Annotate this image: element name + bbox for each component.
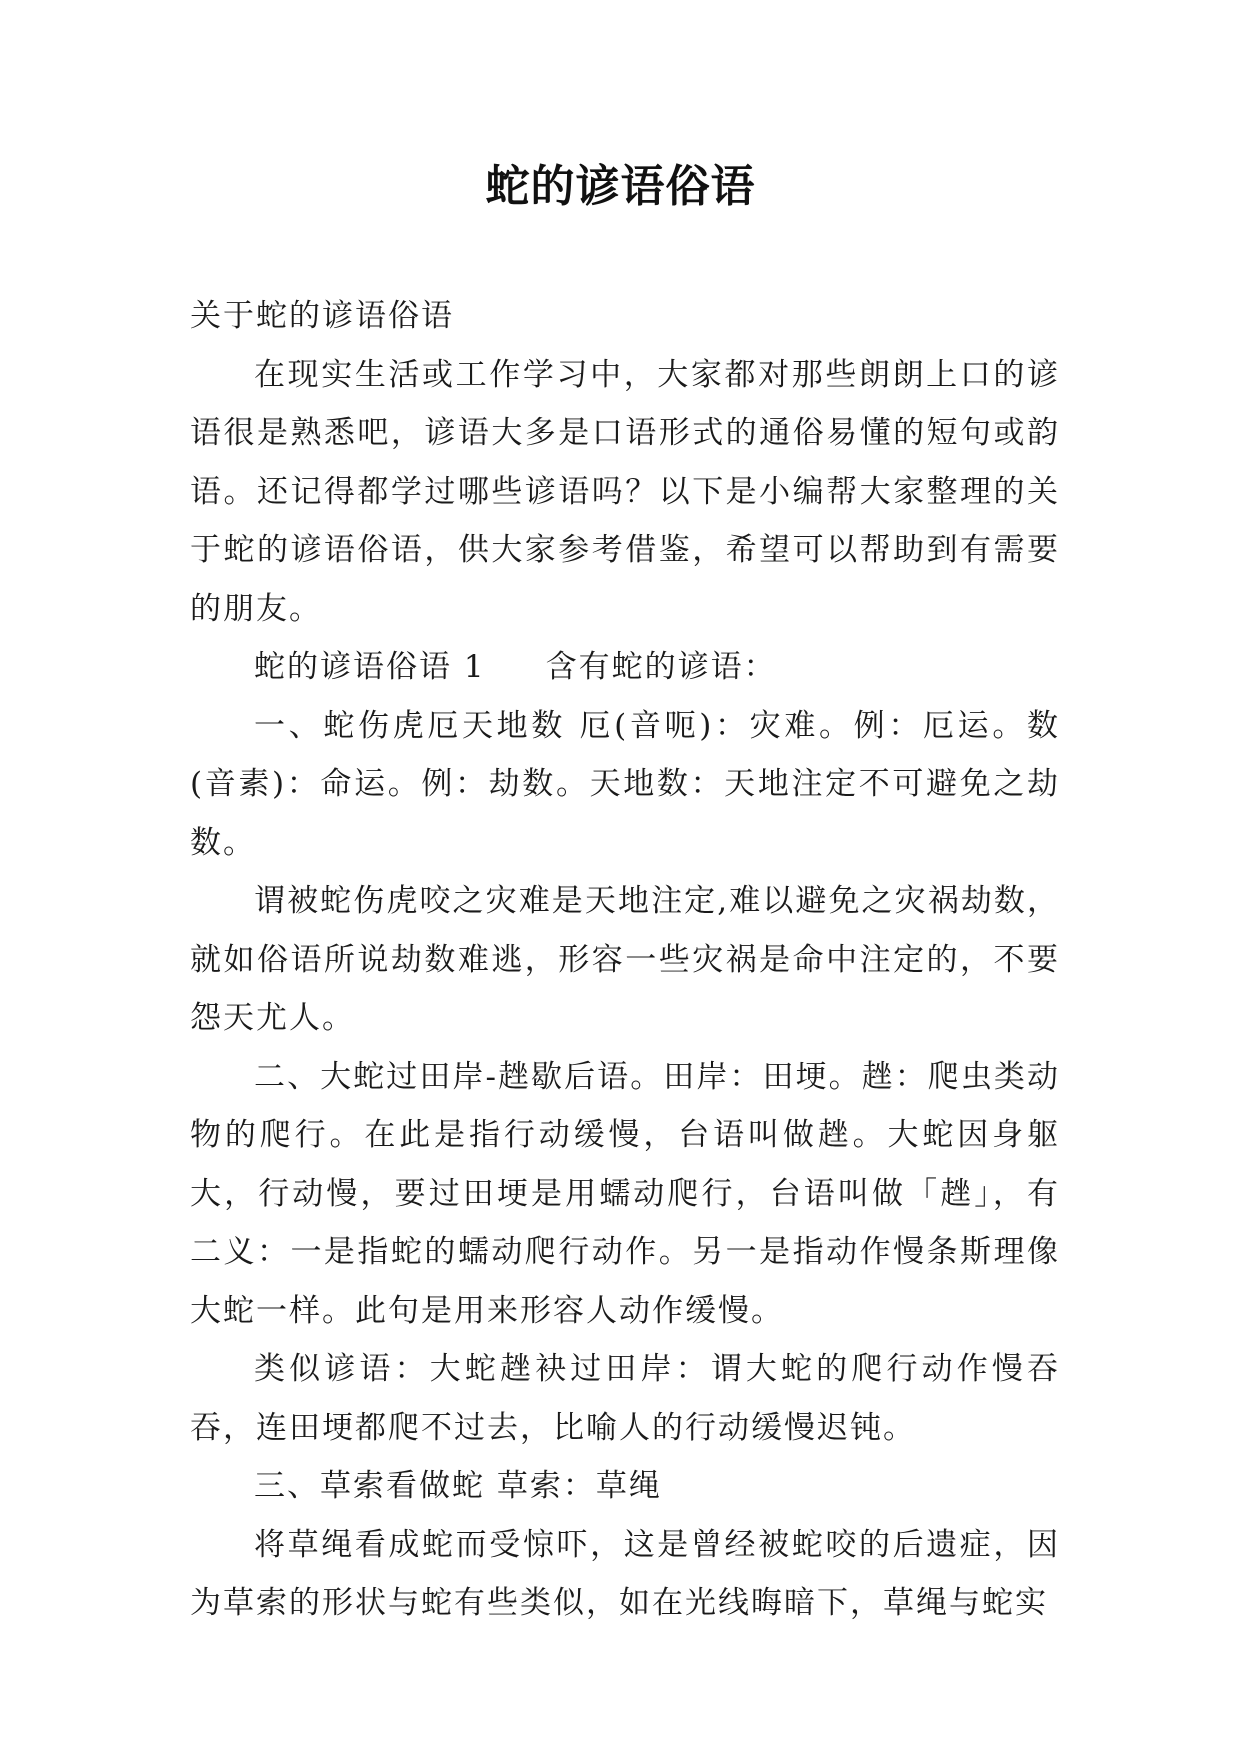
proverb-two-paragraph: 二、大蛇过田岸-趖歇后语。田岸：田埂。趖：爬虫类动物的爬行。在此是指行动缓慢，台语叫做趖。大蛇因身躯大，行动慢，要过田埂是用蠕动爬行，台语叫做「趖」，有二义：一是指蛇的蠕动爬行动作。另一是指动作慢条斯理像大蛇一样。此句是用来形容人动作缓慢。 — [190, 1058, 1060, 1329]
section-heading-label: 蛇的谚语俗语 1 — [254, 649, 486, 685]
subtitle-paragraph: 关于蛇的谚语俗语 — [190, 298, 454, 334]
intro-paragraph: 在现实生活或工作学习中，大家都对那些朗朗上口的谚语很是熟悉吧，谚语大多是口语形式的通俗易懂的短句或韵语。还记得都学过哪些谚语吗？以下是小编帮大家整理的关于蛇的谚语俗语，供大家参考借鉴，希望可以帮助到有需要的朋友。 — [190, 356, 1060, 627]
similar-proverb-paragraph: 类似谚语：大蛇趖袂过田岸：谓大蛇的爬行动作慢吞吞，连田埂都爬不过去，比喻人的行动缓慢迟钝。 — [190, 1351, 1060, 1446]
proverb-three-paragraph: 三、草索看做蛇 草索：草绳 — [254, 1468, 662, 1504]
proverb-one-paragraph: 一、蛇伤虎厄天地数 厄(音呃)：灾难。例：厄运。数(音素)：命运。例：劫数。天地数：天地注定不可避免之劫数。 — [190, 707, 1060, 861]
section-heading-caption: 含有蛇的谚语： — [545, 649, 777, 685]
document-body — [190, 287, 1060, 1633]
proverb-three-explanation: 将草绳看成蛇而受惊吓，这是曾经被蛇咬的后遗症，因为草索的形状与蛇有些类似，如在光线晦暗下，草绳与蛇实 — [190, 1526, 1060, 1621]
section-heading-paragraph — [190, 638, 1060, 697]
proverb-one-explanation: 谓被蛇伤虎咬之灾难是天地注定,难以避免之灾祸劫数，就如俗语所说劫数难逃，形容一些灾祸是命中注定的，不要怨天尤人。 — [190, 883, 1060, 1036]
document-title: 蛇的谚语俗语 — [485, 161, 756, 212]
